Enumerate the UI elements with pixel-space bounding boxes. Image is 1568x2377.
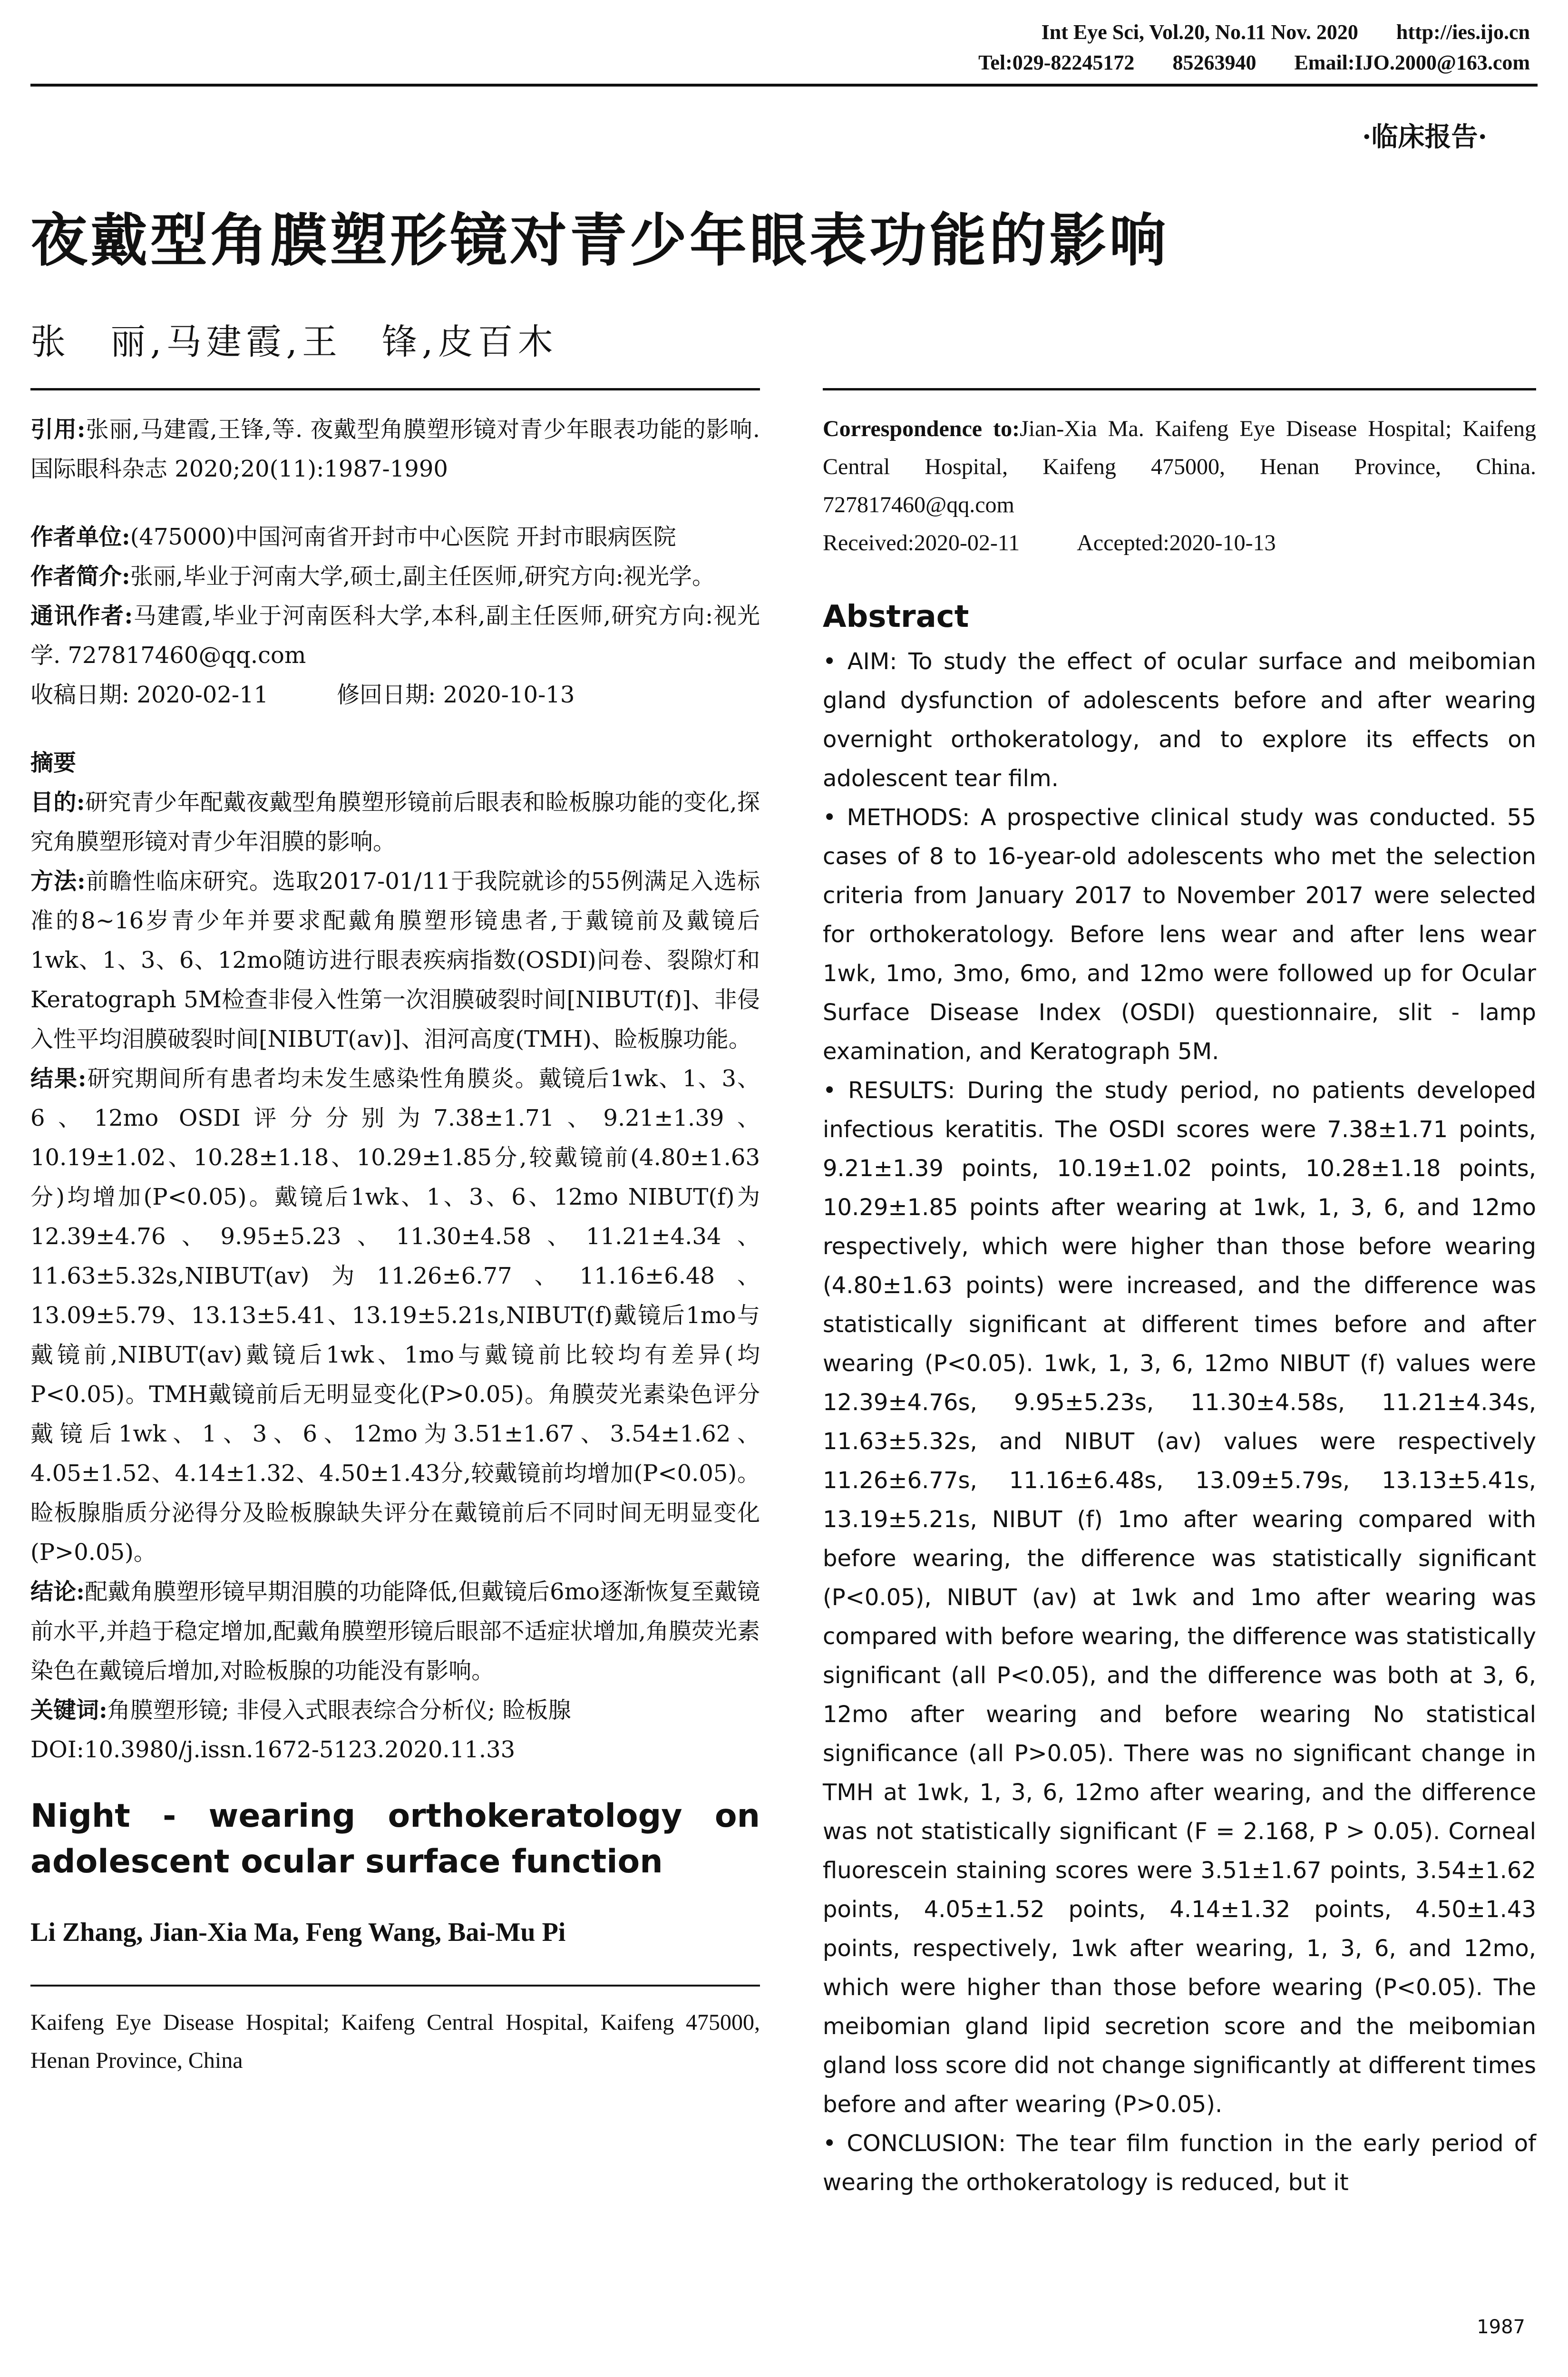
- citation-label: 引用:: [30, 416, 86, 443]
- cn-keywords: [30, 1691, 760, 1730]
- corresponding-author-paragraph: [30, 596, 760, 675]
- affiliation-divider: [30, 1985, 760, 1987]
- journal-email[interactable]: Email:IJO.2000@163.com: [1294, 51, 1530, 74]
- english-abstract-conclusion: • CONCLUSION: The tear film function in the early period of wearing the orthokeratology is reduced, but it: [823, 2130, 1536, 2196]
- english-abstract-aim: • AIM: To study the effect of ocular surface and meibomian gland dysfunction of adolescents before and after wearing overnight orthokeratology, and to explore its effects on adolescent tear film.: [823, 648, 1536, 792]
- cn-abstract-methods: [30, 862, 760, 1059]
- english-accepted: Accepted:2020-10-13: [1077, 530, 1276, 555]
- cn-methods-text: 前瞻性临床研究。选取2017-01/11于我院就诊的55例满足入选标准的8~16岁青少年并要求配戴角膜塑形镜患者,于戴镜前及戴镜后1wk、1、3、6、12mo随访进行眼表疾病指数(OSDI)问卷、裂隙灯和Keratograph 5M检查非侵入性第一次泪膜破裂时间[NIBUT(f)]、非侵入性平均泪膜破裂时间[NIBUT(av)]、泪河高度(TMH)、睑板腺功能。: [30, 868, 760, 1052]
- cn-conclusion-label: 结论:: [30, 1578, 85, 1605]
- cn-results-label: 结果:: [30, 1065, 87, 1092]
- citation-text: 张丽,马建霞,王锋,等. 夜戴型角膜塑形镜对青少年眼表功能的影响. 国际眼科杂志 2020;20(11):1987-1990: [30, 416, 760, 482]
- cn-abstract-heading: 摘要: [30, 750, 77, 776]
- running-header-contact: [978, 50, 1530, 75]
- author-intro-text: 张丽,毕业于河南大学,硕士,副主任医师,研究方向:视光学。: [130, 563, 715, 590]
- corresponding-author-label: 通讯作者:: [30, 603, 133, 629]
- journal-tel: Tel:029-82245172: [978, 51, 1135, 74]
- header-divider: [30, 84, 1538, 87]
- left-column: [30, 410, 760, 2080]
- cn-abstract-conclusion: [30, 1572, 760, 1691]
- english-correspondence-text: Jian-Xia Ma. Kaifeng Eye Disease Hospital; Kaifeng Central Hospital, Kaifeng 475000, Henan Province, China. 727817460@qq.com: [823, 416, 1536, 517]
- cn-abstract-results: [30, 1059, 760, 1572]
- right-column-divider: [823, 388, 1536, 390]
- author-intro-label: 作者简介:: [30, 563, 130, 590]
- english-correspondence-label: Correspondence to:: [823, 416, 1020, 441]
- left-column-divider: [30, 388, 760, 390]
- english-abstract-heading: Abstract: [823, 599, 969, 634]
- cn-aim-text: 研究青少年配戴夜戴型角膜塑形镜前后眼表和睑板腺功能的变化,探究角膜塑形镜对青少年泪膜的影响。: [30, 789, 760, 855]
- right-column: [823, 410, 1536, 2202]
- cn-results-text: 研究期间所有患者均未发生感染性角膜炎。戴镜后1wk、1、3、6、12mo OSDI评分分别为7.38±1.71、9.21±1.39、10.19±1.02、10.28±1.18、10.29±1.85分,较戴镜前(4.80±1.63分)均增加(P<0.05)。戴镜后1wk、1、3、6、12mo NIBUT(f)为12.39±4.76、9.95±5.23、11.30±4.58、11.21±4.34、11.63±5.32s,NIBUT(av)为11.26±6.77、11.16±6.48、13.09±5.79、13.13±5.41、13.19±5.21s,NIBUT(f)戴镜后1mo与戴镜前,NIBUT(av)戴镜后1wk、1mo与戴镜前比较均有差异(均P<0.05)。TMH戴镜前后无明显变化(P>0.05)。角膜荧光素染色评分戴镜后1wk、1、3、6、12mo为3.51±1.67、3.54±1.62、4.05±1.52、4.14±1.32、4.50±1.43分,较戴镜前均增加(P<0.05)。睑板腺脂质分泌得分及睑板腺缺失评分在戴镜前后不同时间无明显变化(P>0.05)。: [30, 1065, 760, 1566]
- english-title: Night - wearing orthokeratology on adolescent ocular surface function: [30, 1797, 760, 1880]
- journal-url[interactable]: http://ies.ijo.cn: [1396, 20, 1530, 44]
- author-intro-paragraph: [30, 557, 760, 596]
- doi[interactable]: DOI:10.3980/j.issn.1672-5123.2020.11.33: [30, 1736, 516, 1763]
- author-list: 张 丽,马建霞,王 锋,皮百木: [30, 321, 558, 362]
- received-date-cn: 收稿日期: 2020-02-11 修回日期: 2020-10-13: [30, 682, 575, 708]
- cn-aim-label: 目的:: [30, 789, 85, 816]
- cn-abstract-aim: [30, 783, 760, 862]
- english-abstract-results: • RESULTS: During the study period, no patients developed infectious keratitis. The OSDI scores were 7.38±1.71 points, 9.21±1.39 points, 10.19±1.02 points, 10.28±1.18 points, 10.29±1.85 points after wearing at 1wk, 1, 3, 6, and 12mo respectively, which were higher than those before wearing (4.80±1.63 points) were increased, and the difference was statistically significant at different times before and after wearing (P<0.05). 1wk, 1, 3, 6, 12mo NIBUT (f) values were 12.39±4.76s, 9.95±5.23s, 11.30±4.58s, 11.21±4.34s, 11.63±5.32s, and NIBUT (av) values were respectively 11.26±6.77s, 11.16±6.48s, 13.09±5.79s, 13.13±5.41s, 13.19±5.21s, NIBUT (f) 1mo after wearing compared with before wearing, the difference was statistically significant (P<0.05), NIBUT (av) at 1wk and 1mo after wearing was compared with before wearing, the difference was statistically significant (all P<0.05), and the difference was both at 3, 6, 12mo after wearing and before wearing No statistical significance (all P>0.05). There was no significant change in TMH at 1wk, 1, 3, 6, 12mo after wearing, and the difference was not statistically significant (F = 2.168, P > 0.05). Corneal fluorescein staining scores were 3.51±1.67 points, 3.54±1.62 points, 4.05±1.52 points, 4.14±1.32 points, 4.50±1.43 points, respectively, 1wk after wearing, 1, 3, 6, and 12mo, which were higher than those before wearing (P<0.05). The meibomian gland lipid secretion score and the meibomian gland loss score did not change significantly at different times before and after wearing (P>0.05).: [823, 1077, 1536, 2118]
- english-correspondence: [823, 410, 1536, 524]
- cn-keywords-label: 关键词:: [30, 1697, 107, 1724]
- author-unit-label: 作者单位:: [30, 524, 130, 550]
- journal-tel2: 85263940: [1172, 51, 1256, 74]
- journal-citation: Int Eye Sci, Vol.20, No.11 Nov. 2020: [1041, 20, 1358, 44]
- running-header-journal: [1042, 20, 1530, 44]
- cn-keywords-text: 角膜塑形镜; 非侵入式眼表综合分析仪; 睑板腺: [107, 1697, 571, 1724]
- english-received-accepted: [823, 524, 1536, 562]
- author-unit-paragraph: [30, 517, 760, 557]
- english-affiliation: Kaifeng Eye Disease Hospital; Kaifeng Central Hospital, Kaifeng 475000, Henan Province, China: [30, 2010, 760, 2073]
- author-unit-text: (475000)中国河南省开封市中心医院 开封市眼病医院: [130, 524, 676, 550]
- cn-conclusion-text: 配戴角膜塑形镜早期泪膜的功能降低,但戴镜后6mo逐渐恢复至戴镜前水平,并趋于稳定增加,配戴角膜塑形镜后眼部不适症状增加,角膜荧光素染色在戴镜后增加,对睑板腺的功能没有影响。: [30, 1578, 760, 1684]
- english-received: Received:2020-02-11: [823, 530, 1020, 555]
- citation-paragraph: [30, 410, 760, 489]
- section-tag: ·临床报告·: [1362, 121, 1487, 153]
- cn-methods-label: 方法:: [30, 868, 86, 895]
- english-authors: Li Zhang, Jian-Xia Ma, Feng Wang, Bai-Mu Pi: [30, 1918, 566, 1947]
- english-abstract-methods: • METHODS: A prospective clinical study was conducted. 55 cases of 8 to 16-year-old adolescents who met the selection criteria from January 2017 to November 2017 were selected for orthokeratology. Before lens wear and after lens wear 1wk, 1mo, 3mo, 6mo, and 12mo were followed up for Ocular Surface Disease Index (OSDI) questionnaire, slit - lamp examination, and Keratograph 5M.: [823, 804, 1536, 1065]
- corresponding-author-text: 马建霞,毕业于河南医科大学,本科,副主任医师,研究方向:视光学. 727817460@qq.com: [30, 603, 760, 669]
- page-number: 1987: [1477, 2316, 1525, 2338]
- article-title: 夜戴型角膜塑形镜对青少年眼表功能的影响: [30, 208, 1169, 274]
